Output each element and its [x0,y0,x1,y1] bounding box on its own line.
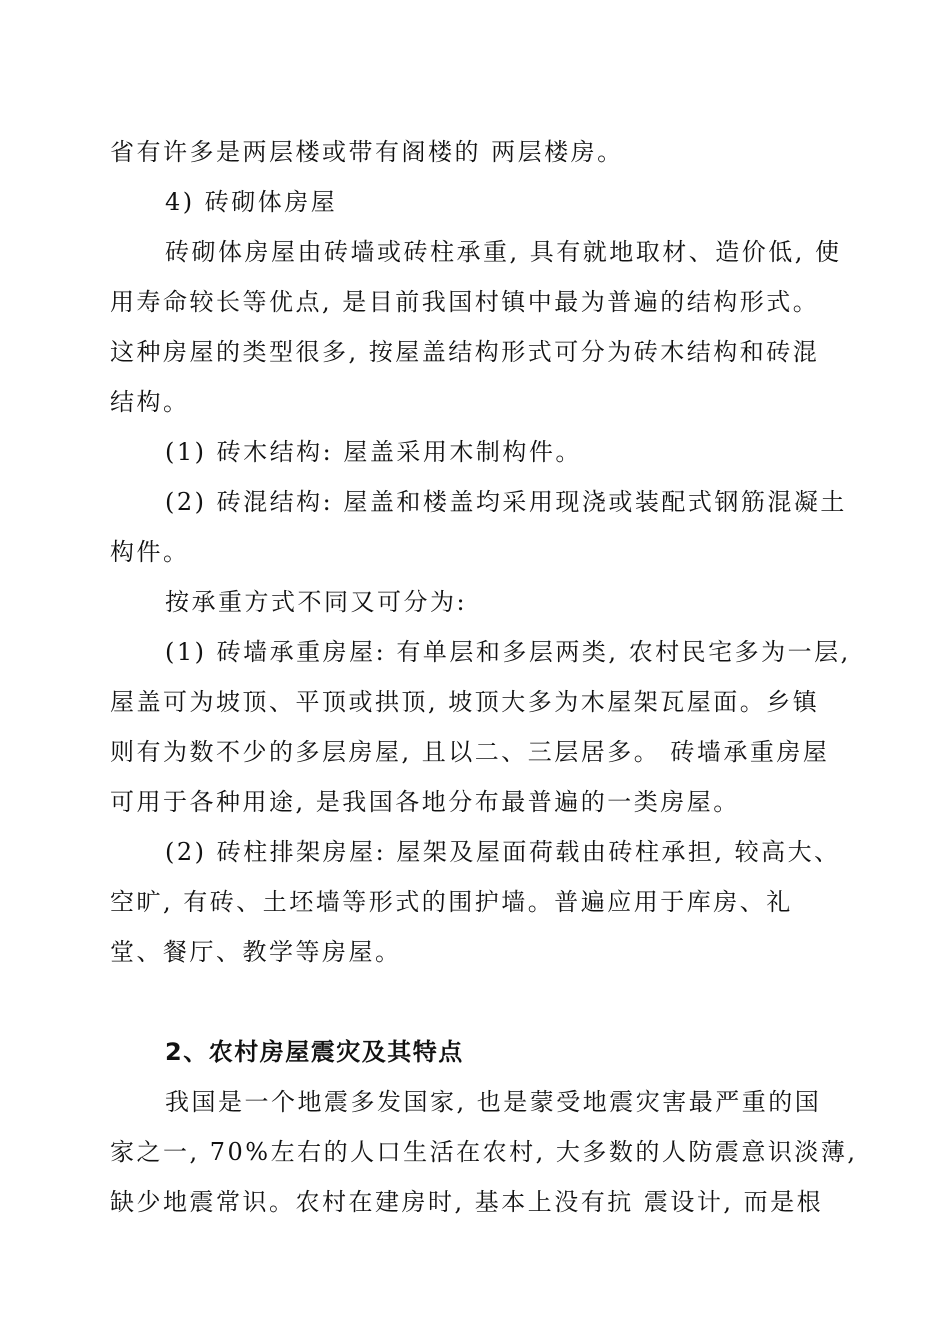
list-item: (1) 砖木结构: 屋盖采用木制构件。 [165,438,582,466]
list-item: (2) 砖混结构: 屋盖和楼盖均采用现浇或装配式钢筋混凝土 [165,488,847,516]
list-item: (2) 砖柱排架房屋: 屋架及屋面荷载由砖柱承担, 较高大、 [165,838,841,866]
paragraph-line: 我国是一个地震多发国家, 也是蒙受地震灾害最严重的国 [165,1088,822,1116]
paragraph-line: 家之一, 70%左右的人口生活在农村, 大多数的人防震意识淡薄, [110,1138,858,1166]
paragraph-line: 用寿命较长等优点, 是目前我国村镇中最为普遍的结构形式。 [110,288,820,316]
paragraph-line: 空旷, 有砖、土坯墙等形式的围护墙。普遍应用于库房、礼 [110,888,793,916]
paragraph-line: 结构。 [110,388,190,416]
paragraph-line: 这种房屋的类型很多, 按屋盖结构形式可分为砖木结构和砖混 [110,338,820,366]
paragraph-line: 堂、餐厅、教学等房屋。 [110,938,402,966]
section-heading: 2、农村房屋震灾及其特点 [165,1038,464,1066]
subheading-masonry: 4) 砖砌体房屋 [165,188,338,216]
paragraph-line: 按承重方式不同又可分为: [165,588,468,616]
paragraph-line: 则有为数不少的多层房屋, 且以二、三层居多。 砖墙承重房屋 [110,738,830,766]
paragraph-line: 可用于各种用途, 是我国各地分布最普遍的一类房屋。 [110,788,740,816]
paragraph-line: 砖砌体房屋由砖墙或砖柱承重, 具有就地取材、造价低, 使 [165,238,842,266]
paragraph-line: 省有许多是两层楼或带有阁楼的 两层楼房。 [110,138,624,166]
paragraph-line: 缺少地震常识。农村在建房时, 基本上没有抗 震设计, 而是根 [110,1188,824,1216]
paragraph-line: 屋盖可为坡顶、平顶或拱顶, 坡顶大多为木屋架瓦屋面。乡镇 [110,688,820,716]
paragraph-line: 构件。 [110,538,190,566]
list-item: (1) 砖墙承重房屋: 有单层和多层两类, 农村民宅多为一层, [165,638,851,666]
